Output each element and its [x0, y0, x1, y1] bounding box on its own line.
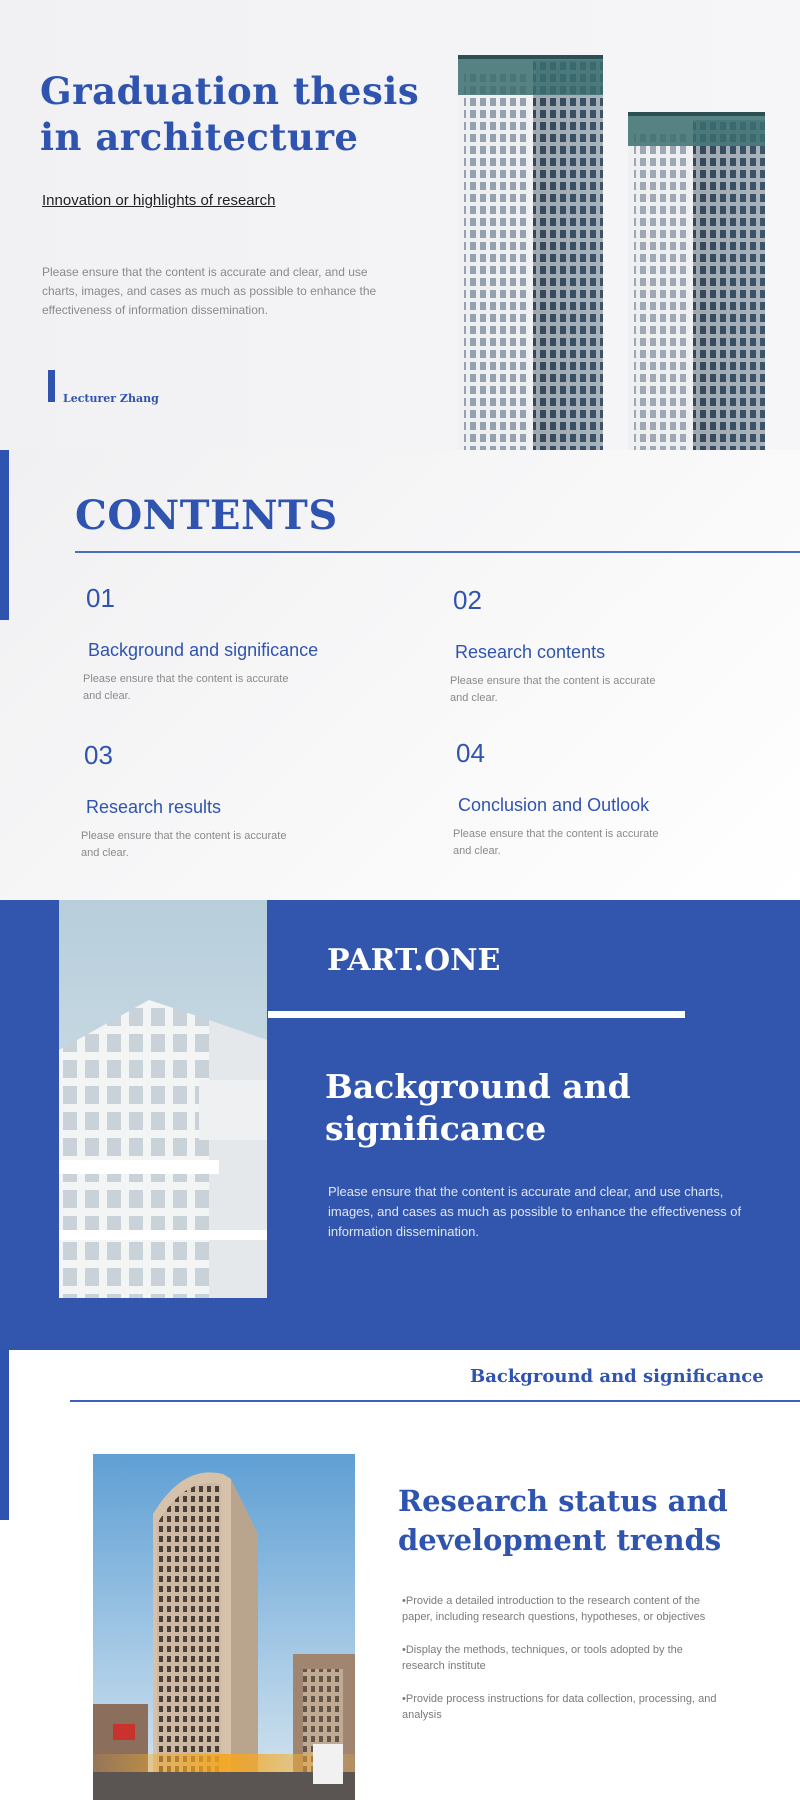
part-description: Please ensure that the content is accurate and clear, and use charts, images, and cases as much as possible to enhance the effectiveness of information dissemination. — [328, 1184, 742, 1239]
contents-item-text: Please ensure that the content is accurate and clear. — [81, 830, 287, 859]
part-title-line-1: Background and — [325, 1067, 631, 1106]
part-divider — [268, 1011, 685, 1018]
building-image — [59, 900, 267, 1298]
section-divider — [70, 1400, 800, 1402]
lecturer-accent-bar — [48, 370, 55, 402]
contents-heading: CONTENTS — [75, 492, 338, 539]
contents-item-04 — [453, 738, 786, 860]
flatiron-building-image — [93, 1454, 355, 1800]
cover-title — [40, 68, 419, 160]
contents-item-03 — [81, 740, 414, 862]
research-title-line-1: Research status and — [398, 1484, 728, 1518]
contents-item-01 — [83, 583, 416, 705]
contents-item-number: 04 — [456, 738, 485, 768]
contents-item-label: Conclusion and Outlook — [458, 795, 650, 815]
contents-accent-bar — [0, 450, 9, 620]
contents-item-text: Please ensure that the content is accurate and clear. — [83, 673, 289, 702]
part-label: PART.ONE — [327, 943, 501, 978]
contents-item-number: 01 — [86, 583, 115, 613]
research-bullet-list — [402, 1593, 722, 1740]
research-title-line-2: development trends — [398, 1523, 722, 1557]
cover-subtitle: Innovation or highlights of research — [42, 192, 276, 209]
cover-title-line-2: in architecture — [40, 115, 359, 159]
contents-slide — [0, 450, 800, 900]
list-item: •Provide a detailed introduction to the research content of the paper, including research questions, hypotheses, or objectives — [402, 1595, 706, 1623]
cover-slide — [0, 0, 800, 450]
cover-title-line-1: Graduation thesis — [40, 69, 420, 113]
list-item: •Display the methods, techniques, or tools adopted by the research institute — [402, 1644, 683, 1672]
contents-item-text: Please ensure that the content is accurate and clear. — [450, 675, 656, 704]
research-title — [398, 1482, 728, 1560]
background-slide — [0, 1350, 800, 1800]
part-title — [325, 1066, 631, 1150]
part-title-line-2: significance — [325, 1109, 547, 1148]
contents-item-text: Please ensure that the content is accurate and clear. — [453, 828, 659, 857]
cover-description: Please ensure that the content is accurate and clear, and use charts, images, and cases as much as possible to enhance the effectiveness of information dissemination. — [42, 265, 377, 317]
contents-divider — [75, 551, 800, 553]
contents-item-label: Background and significance — [88, 640, 319, 660]
contents-item-number: 02 — [453, 585, 482, 615]
background-accent-bar — [0, 1350, 9, 1520]
contents-item-number: 03 — [84, 740, 113, 770]
list-item: •Provide process instructions for data collection, processing, and analysis — [402, 1693, 717, 1721]
section-header: Background and significance — [470, 1366, 764, 1387]
contents-item-label: Research results — [86, 797, 222, 817]
lecturer-name: Lecturer Zhang — [63, 392, 159, 405]
contents-item-02 — [450, 585, 783, 707]
skyscraper-image — [458, 0, 800, 450]
contents-item-label: Research contents — [455, 642, 606, 662]
part-one-slide — [0, 900, 800, 1350]
